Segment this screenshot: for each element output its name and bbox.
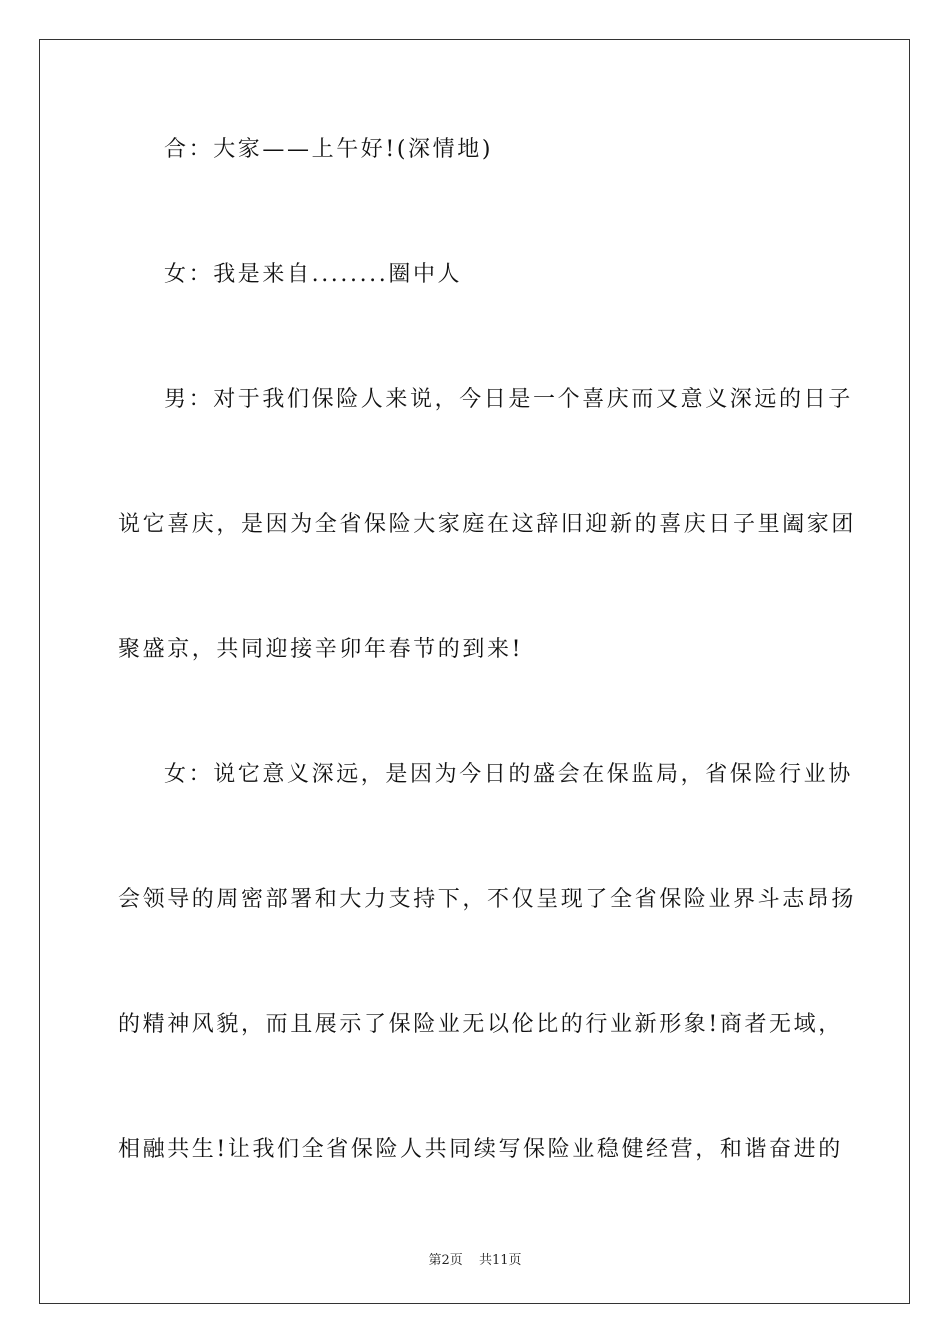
page-number: 第2页 [428, 1253, 463, 1268]
text-line: 女：说它意义深远，是因为今日的盛会在保监局，省保险行业协 [164, 762, 853, 787]
text-line: 的精神风貌，而且展示了保险业无以伦比的行业新形象!商者无域， [118, 1012, 843, 1037]
text-line: 相融共生!让我们全省保险人共同续写保险业稳健经营，和谐奋进的 [118, 1137, 843, 1162]
text-line: 会领导的周密部署和大力支持下，不仅呈现了全省保险业界斗志昂扬 [118, 887, 857, 912]
text-line: 男：对于我们保险人来说，今日是一个喜庆而又意义深远的日子 [164, 387, 853, 412]
page-border [39, 39, 910, 1304]
text-line: 女：我是来自........圈中人 [164, 262, 463, 287]
text-line: 合：大家——上午好!(深情地) [164, 137, 494, 162]
text-line: 说它喜庆，是因为全省保险大家庭在这辞旧迎新的喜庆日子里阖家团 [118, 512, 857, 537]
page-footer [0, 1249, 950, 1268]
text-line: 聚盛京，共同迎接辛卯年春节的到来! [118, 637, 524, 662]
page-total: 共11页 [478, 1253, 522, 1268]
